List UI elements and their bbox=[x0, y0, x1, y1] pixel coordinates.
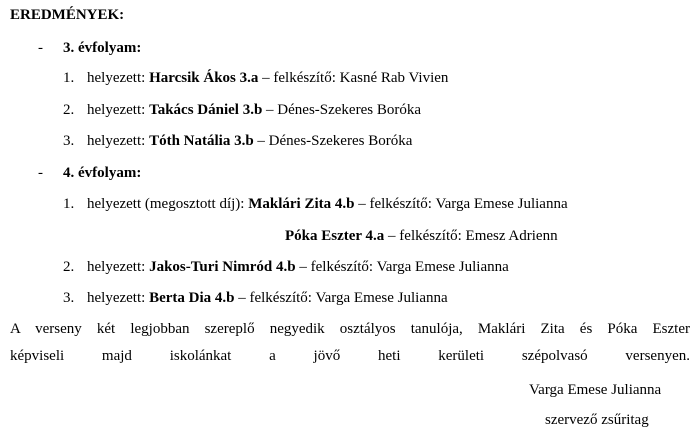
rank-prefix: helyezett: bbox=[87, 70, 150, 86]
group-4-dash: - bbox=[38, 165, 43, 181]
page-title: EREDMÉNYEK: bbox=[10, 7, 125, 23]
mentor-label: felkészítő: bbox=[273, 70, 340, 86]
mentor-name: Emesz Adrienn bbox=[465, 228, 558, 244]
mentor-label: felkészítő: bbox=[399, 228, 466, 244]
mentor-name: Varga Emese Julianna bbox=[435, 196, 568, 212]
mentor-name: Dénes-Szekeres Boróka bbox=[268, 133, 413, 149]
mentor-name: Kasné Rab Vivien bbox=[339, 70, 449, 86]
group-3-heading bbox=[63, 39, 141, 57]
separator: – bbox=[258, 70, 274, 86]
rank-prefix: helyezett: bbox=[87, 259, 150, 275]
signature-name: Varga Emese Julianna bbox=[529, 382, 662, 398]
mentor-name: Varga Emese Julianna bbox=[376, 259, 509, 275]
list-item bbox=[87, 195, 568, 213]
summary-line-1: A verseny két legjobban szereplő negyedik osztályos tanulója, Maklári Zita és Póka Eszter bbox=[10, 321, 690, 337]
list-item bbox=[87, 289, 448, 307]
student-name: Takács Dániel 3.b bbox=[149, 102, 263, 118]
rank-prefix: helyezett: bbox=[87, 290, 150, 306]
student-name: Berta Dia 4.b bbox=[149, 290, 235, 306]
group-3-dash: - bbox=[38, 40, 43, 56]
separator: – bbox=[253, 133, 269, 149]
rank-number: 3. bbox=[63, 290, 75, 306]
mentor-label: felkészítő: bbox=[249, 290, 316, 306]
student-name: Póka Eszter 4.a bbox=[285, 228, 385, 244]
student-name: Jakos-Turi Nimród 4.b bbox=[149, 259, 296, 275]
rank-number: 1. bbox=[63, 70, 75, 86]
list-item bbox=[87, 69, 448, 87]
group-4-label: 4. évfolyam: bbox=[63, 165, 142, 181]
rank-number: 3. bbox=[63, 133, 75, 149]
separator: – bbox=[262, 102, 278, 118]
separator: – bbox=[295, 259, 311, 275]
separator: – bbox=[384, 228, 400, 244]
list-item bbox=[87, 132, 412, 150]
rank-prefix: helyezett (megosztott díj): bbox=[87, 196, 249, 212]
rank-number: 1. bbox=[63, 196, 75, 212]
summary-line-2: képviseli majd iskolánkat a jövő heti kerületi szépolvasó versenyen. bbox=[10, 348, 690, 364]
student-name: Tóth Natália 3.b bbox=[149, 133, 254, 149]
rank-prefix: helyezett: bbox=[87, 133, 150, 149]
list-item bbox=[87, 258, 509, 276]
signature-role: szervező zsűritag bbox=[545, 412, 649, 428]
separator: – bbox=[234, 290, 250, 306]
mentor-label: felkészítő: bbox=[310, 259, 377, 275]
mentor-name: Dénes-Szekeres Boróka bbox=[277, 102, 421, 118]
list-item bbox=[285, 227, 558, 245]
student-name: Harcsik Ákos 3.a bbox=[149, 70, 259, 86]
mentor-name: Varga Emese Julianna bbox=[315, 290, 448, 306]
student-name: Maklári Zita 4.b bbox=[248, 196, 355, 212]
group-4-heading bbox=[63, 164, 141, 182]
rank-number: 2. bbox=[63, 259, 75, 275]
group-3-label: 3. évfolyam: bbox=[63, 40, 142, 56]
separator: – bbox=[354, 196, 370, 212]
list-item bbox=[87, 101, 421, 119]
rank-number: 2. bbox=[63, 102, 75, 118]
rank-prefix: helyezett: bbox=[87, 102, 150, 118]
mentor-label: felkészítő: bbox=[369, 196, 436, 212]
